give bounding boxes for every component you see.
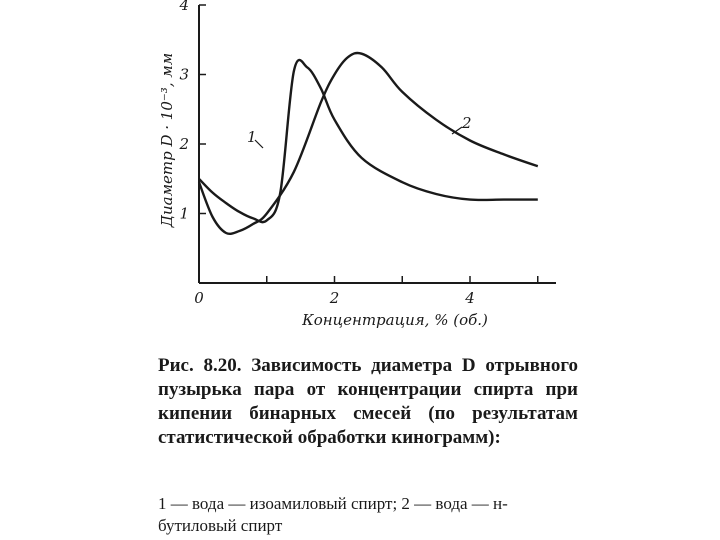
- y-axis-title: Диаметр D · 10⁻³, мм: [158, 52, 176, 228]
- curve-label-1: 1: [247, 128, 257, 146]
- curve-label-2: 2: [462, 114, 472, 132]
- figure-caption: Рис. 8.20. Зависимость диаметра D отрывного пузырька пара от концентрации спирта при кипении бинарных смесей (по результатам статистической обработки кинограмм):: [158, 355, 578, 448]
- y-tick-label: 2: [179, 135, 189, 153]
- x-tick-label: 0: [194, 289, 204, 307]
- x-tick-label: 4: [465, 289, 475, 307]
- y-tick-label: 3: [179, 65, 189, 84]
- x-axis-title: Концентрация, % (об.): [302, 311, 488, 329]
- x-tick-label: 2: [329, 289, 340, 307]
- y-tick-label: 4: [179, 0, 189, 14]
- y-tick-label: 1: [179, 204, 189, 223]
- figure-legend: 1 — вода — изоамиловый спирт; 2 — вода — н-бутиловый спирт: [158, 494, 508, 535]
